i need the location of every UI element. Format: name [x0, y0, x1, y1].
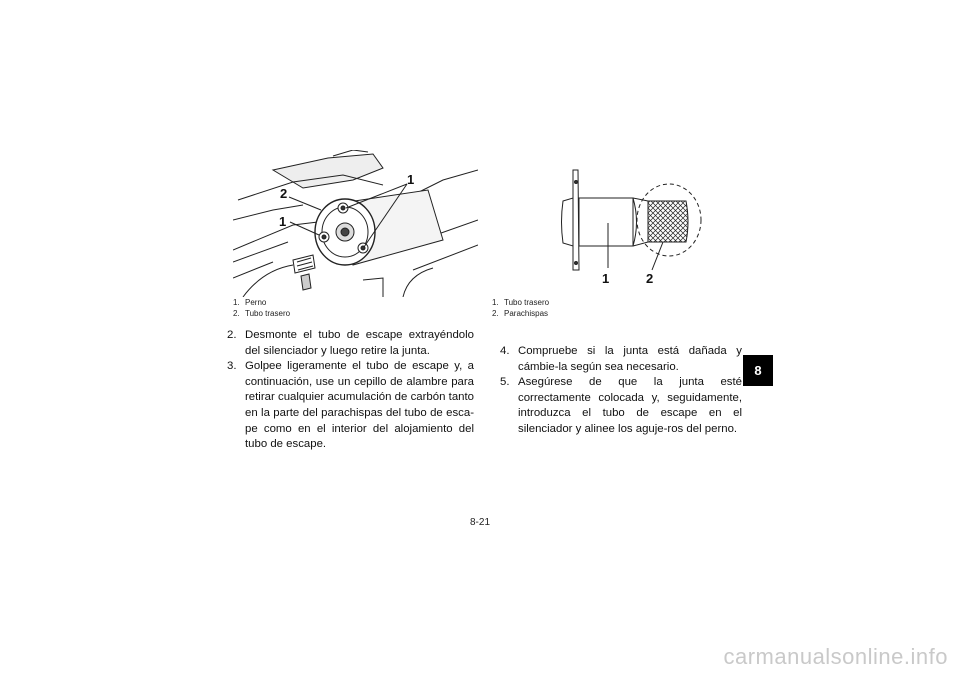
step-3: 3. Golpee ligeramente el tubo de escape y, a continuación, use un cepillo de alambre para retirar cualquier acumulación de carbón tanto en la parte del parachispas del tubo de esca-pe como en el interior del alojamiento del tubo de escape.: [227, 360, 474, 451]
left-figure-caption: [233, 297, 290, 319]
right-steps: [500, 344, 742, 438]
callout-1-left: 1: [279, 214, 287, 229]
callout-2: 2: [646, 271, 654, 286]
callout-2: 2: [280, 186, 288, 201]
exhaust-muffler-illustration: [233, 150, 478, 297]
tailpipe-spark-arrester-illustration: [548, 168, 703, 293]
left-figure: [233, 150, 478, 297]
caption-item: 2. Parachispas: [492, 309, 549, 318]
step-4: 4. Compruebe si la junta está dañada y cámbie-la según sea necesario.: [500, 345, 742, 373]
left-steps: [227, 328, 474, 453]
page-number: 8-21: [469, 517, 490, 528]
caption-item: 2. Tubo trasero: [233, 309, 291, 318]
section-tab: 8: [743, 355, 773, 386]
caption-item: 1. Perno: [233, 298, 267, 307]
step-2: 2. Desmonte el tubo de escape extrayéndolo del silenciador y luego retire la junta.: [227, 329, 474, 357]
right-figure-caption: [492, 297, 549, 319]
callout-1: 1: [602, 271, 610, 286]
callout-1-right: 1: [407, 172, 415, 187]
watermark: carmanualsonline.info: [723, 644, 948, 669]
right-figure: [548, 168, 703, 293]
step-5: 5. Asegúrese de que la junta esté correctamente colocada y, seguidamente, introduzca el tubo de escape en el silenciador y alinee los aguje-ros del perno.: [500, 376, 742, 435]
caption-item: 1. Tubo trasero: [492, 298, 550, 307]
